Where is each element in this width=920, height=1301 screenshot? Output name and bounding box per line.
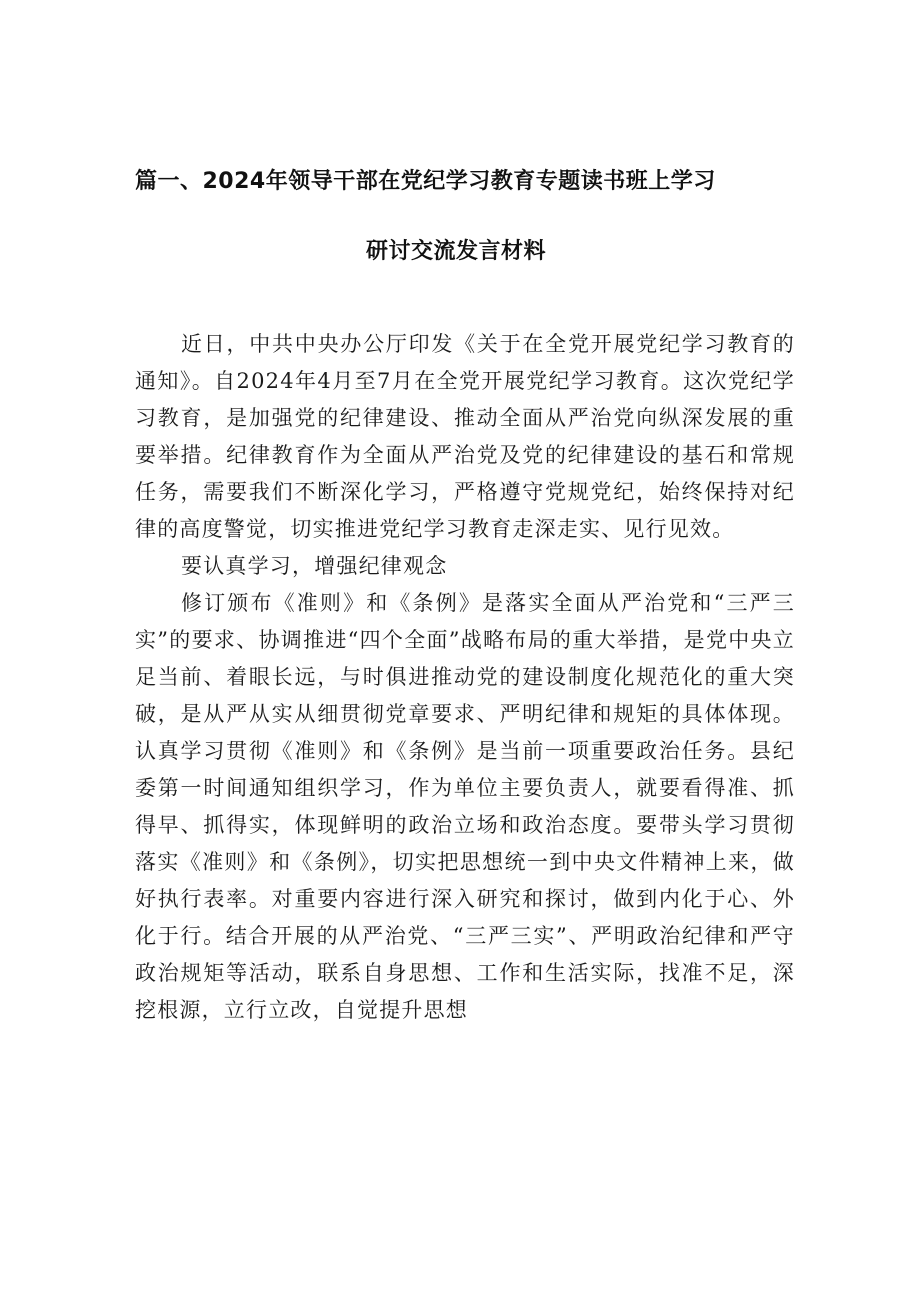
body-paragraph-intro: 近日，中共中央办公厅印发《关于在全党开展党纪学习教育的通知》。自2024年4月至7月在全党开展党纪学习教育。这次党纪学习教育，是加强党的纪律建设、推动全面从严治党向纵深发展的重要举措。纪律教育作为全面从严治党及党的纪律建设的基石和常规任务，需要我们不断深化学习，严格遵守党规党纪，始终保持对纪律的高度警觉，切实推进党纪学习教育走深走实、见行见效。 xyxy=(135,332,795,541)
section-heading: 要认真学习，增强纪律观念 xyxy=(181,554,448,578)
document-title-line-2: 研讨交流发言材料 xyxy=(366,239,547,264)
document-body xyxy=(135,326,795,1029)
body-paragraph-section: 修订颁布《准则》和《条例》是落实全面从严治党和“三严三实”的要求、协调推进“四个全面”战略布局的重大举措，是党中央立足当前、着眼长远，与时俱进推动党的建设制度化规范化的重大突破，是从严从实从细贯彻党章要求、严明纪律和规矩的具体体现。认真学习贯彻《准则》和《条例》是当前一项重要政治任务。县纪委第一时间通知组织学习，作为单位主要负责人，就要看得准、抓得早、抓得实，体现鲜明的政治立场和政治态度。要带头学习贯彻落实《准则》和《条例》，切实把思想统一到中央文件精神上来，做好执行表率。对重要内容进行深入研究和探讨，做到内化于心、外化于行。结合开展的从严治党、“三严三实”、严明政治纪律和严守政治规矩等活动，联系自身思想、工作和生活实际，找准不足，深挖根源，立行立改，自觉提升思想 xyxy=(135,591,795,1022)
document-title-line-1: 篇一、2024年领导干部在党纪学习教育专题读书班上学习 xyxy=(135,169,716,194)
